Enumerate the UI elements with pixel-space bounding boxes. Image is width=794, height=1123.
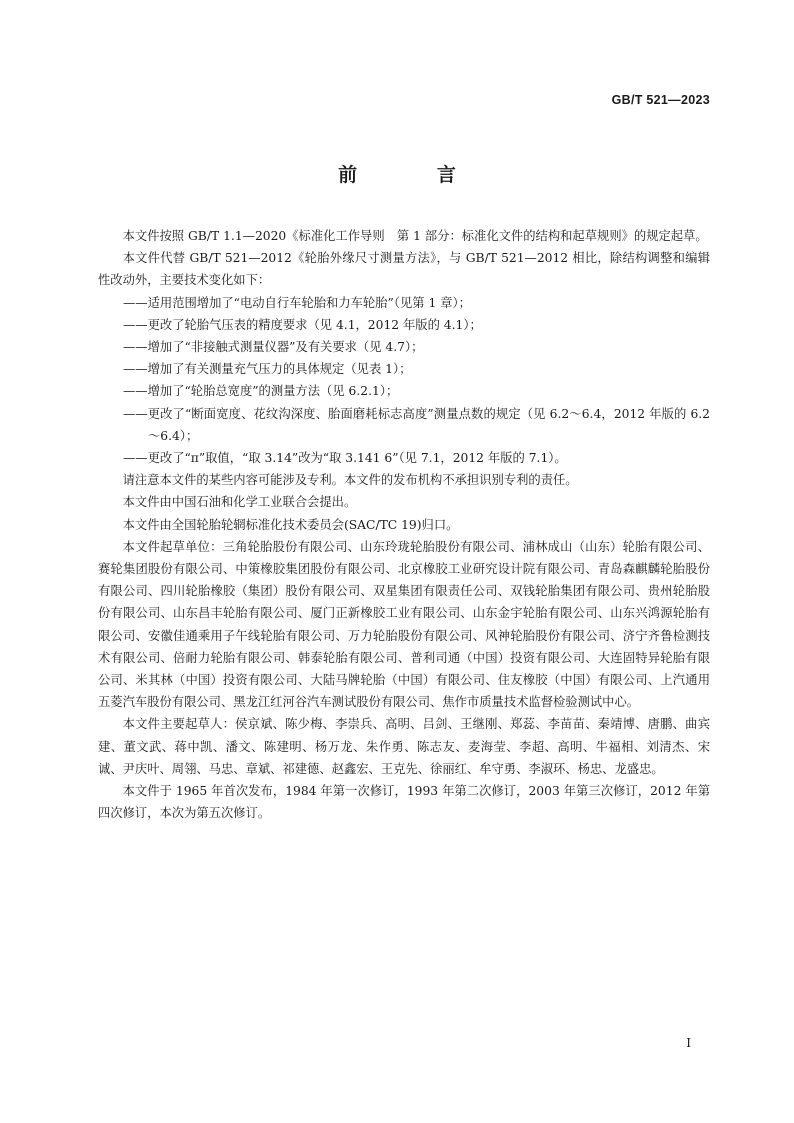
paragraph-replacement: 本文件代替 GB/T 521—2012《轮胎外缘尺寸测量方法》，与 GB/T 521—2012 相比，除结构调整和编辑性改动外，主要技术变化如下：	[98, 251, 710, 288]
paragraph-drafters: 本文件主要起草人：侯京斌、陈少梅、李崇兵、高明、吕剑、王继刚、郑蕊、李苗苗、秦靖博、唐鹏、曲宾建、董文武、蒋中凯、潘文、陈建明、杨万龙、朱作勇、陈志友、麦海莹、李超、高明、牛福相、刘清杰、宋诚、尹庆叶、周翎、马忠、章斌、祁建德、赵鑫宏、王克先、徐丽红、牟守勇、李淑环、杨忠、龙盛忠。	[98, 717, 710, 776]
change-item: ——适用范围增加了“电动自行车轮胎和力车轮胎”（见第 1 章）；	[123, 295, 471, 310]
paragraph-patent-notice: 请注意本文件的某些内容可能涉及专利。本文件的发布机构不承担识别专利的责任。	[122, 473, 578, 488]
paragraph-revision-history: 本文件于 1965 年首次发布，1984 年第一次修订，1993 年第二次修订，2003 年第三次修订，2012 年第四次修订，本次为第五次修订。	[98, 784, 710, 821]
paragraph-technical-committee: 本文件由全国轮胎轮辋标准化技术委员会(SAC/TC 19)归口。	[122, 517, 459, 532]
page-number: I	[686, 1036, 691, 1050]
page-title: 前 言	[338, 164, 487, 186]
foreword-body	[98, 225, 710, 824]
change-item: ——增加了有关测量充气压力的具体规定（见表 1）；	[123, 362, 412, 377]
change-item: ——增加了“非接触式测量仪器”及有关要求（见 4.7）；	[123, 340, 424, 355]
change-item: ——更改了“π”取值，“取 3.14”改为“取 3.141 6”（见 7.1，2012 年版的 7.1）。	[123, 451, 567, 466]
paragraph-proposer: 本文件由中国石油和化学工业联合会提出。	[122, 495, 357, 510]
standard-code: GB/T 521—2023	[611, 93, 710, 107]
change-item: ——更改了轮胎气压表的精度要求（见 4.1，2012 年版的 4.1）；	[123, 317, 482, 332]
paragraph-drafting-units: 本文件起草单位：三角轮胎股份有限公司、山东玲珑轮胎股份有限公司、浦林成山（山东）轮胎有限公司、赛轮集团股份有限公司、中策橡胶集团股份有限公司、北京橡胶工业研究设计院有限公司、青岛森麒麟轮胎股份有限公司、四川轮胎橡胶（集团）股份有限公司、双星集团有限责任公司、双钱轮胎集团有限公司、贵州轮胎股份有限公司、山东昌丰轮胎有限公司、厦门正新橡胶工业有限公司、山东金宇轮胎有限公司、山东兴鸿源轮胎有限公司、安徽佳通乘用子午线轮胎有限公司、万力轮胎股份有限公司、风神轮胎股份有限公司、济宁齐鲁检测技术有限公司、倍耐力轮胎有限公司、韩泰轮胎有限公司、普利司通（中国）投资有限公司、大连固特异轮胎有限公司、米其林（中国）投资有限公司、大陆马牌轮胎（中国）有限公司、住友橡胶（中国）有限公司、上汽通用五菱汽车股份有限公司、黑龙江红河谷汽车测试股份有限公司、焦作市质量技术监督检验测试中心。	[98, 539, 710, 710]
change-item: ——增加了“轮胎总宽度”的测量方法（见 6.2.1）；	[123, 384, 399, 399]
change-item: ——更改了“断面宽度、花纹沟深度、胎面磨耗标志高度”测量点数的规定（见 6.2～6.4，2012 年版的 6.2～6.4）；	[123, 406, 710, 443]
paragraph-drafting-rules: 本文件按照 GB/T 1.1—2020《标准化工作导则 第 1 部分：标准化文件的结构和起草规则》的规定起草。	[122, 229, 708, 243]
